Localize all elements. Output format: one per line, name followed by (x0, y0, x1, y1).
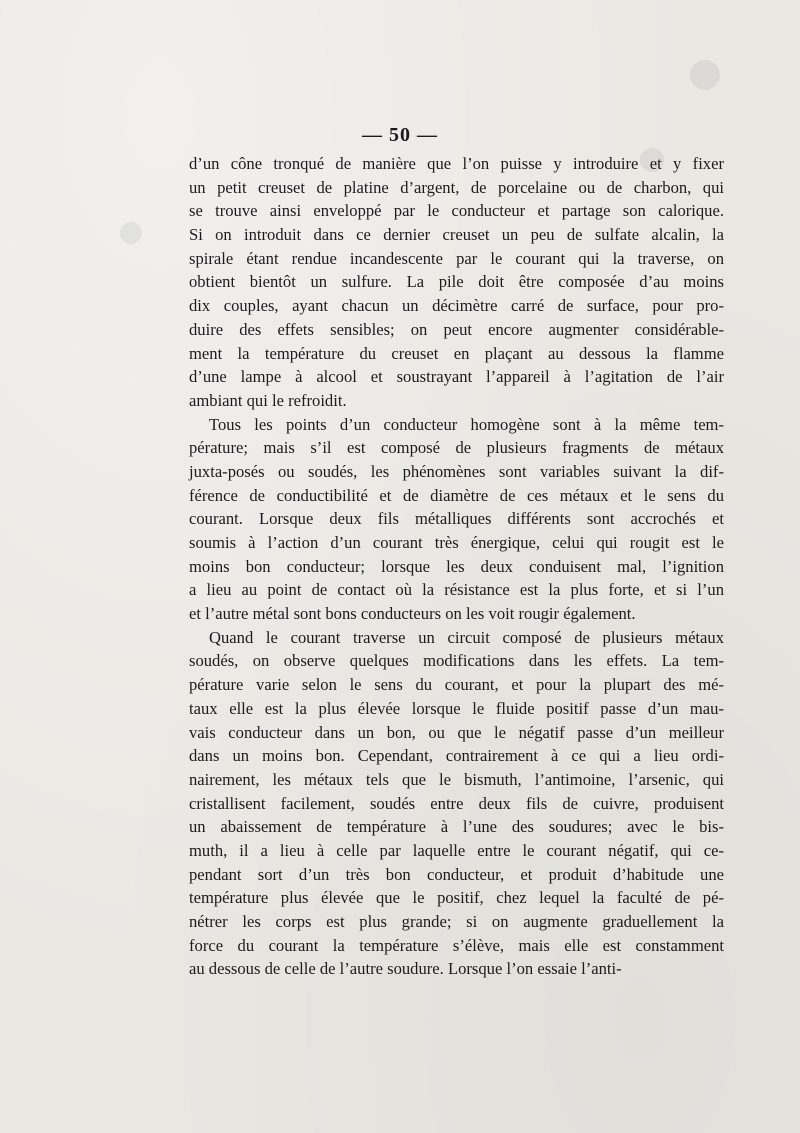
text-line: duire des effets sensibles; on peut encore augmenter considérable- (189, 319, 724, 339)
body-text (189, 152, 724, 981)
stain-mark (690, 60, 720, 90)
text-line: taux elle est la plus élevée lorsque le fluide positif passe d’un mau- (189, 698, 724, 718)
text-line: spirale étant rendue incandescente par le courant qui la traverse, on (189, 248, 724, 268)
text-line: force du courant la température s’élève, mais elle est constamment (189, 935, 724, 955)
text-line: et l’autre métal sont bons conducteurs on les voit rougir également. (189, 604, 636, 624)
text-line: ambiant qui le refroidit. (189, 390, 347, 410)
text-line: juxta-posés ou soudés, les phénomènes sont variables suivant la dif- (189, 461, 724, 481)
text-line: un abaissement de température à l’une des soudures; avec le bis- (189, 817, 724, 837)
text-line: nétrer les corps est plus grande; si on augmente graduellement la (189, 912, 724, 931)
text-line: Tous les points d’un conducteur homogène sont à la même tem- (209, 414, 724, 434)
text-line: vais conducteur dans un bon, ou que le négatif passe d’un meilleur (189, 722, 724, 742)
text-line: nairement, les métaux tels que le bismuth, l’antimoine, l’arsenic, qui (189, 769, 724, 789)
text-line: cristallisent facilement, soudés entre deux fils de cuivre, produisent (189, 793, 724, 813)
text-line: Quand le courant traverse un circuit composé de plusieurs métaux (209, 627, 724, 647)
text-line: férence de conductibilité et de diamètre de ces métaux et le sens du (189, 485, 724, 505)
text-line: obtient bientôt un sulfure. La pile doit être composée d’au moins (189, 272, 724, 292)
text-line: courant. Lorsque deux fils métalliques différents sont accrochés et (189, 509, 724, 529)
paragraph (189, 626, 724, 981)
text-line: soudés, on observe quelques modifications dans les effets. La tem- (189, 651, 724, 671)
text-line: a lieu au point de contact où la résistance est la plus forte, et si l’un (189, 580, 724, 600)
text-line: d’une lampe à alcool et soustrayant l’appareil à l’agitation de l’air (189, 367, 724, 387)
text-line: pérature varie selon le sens du courant, et pour la plupart des mé- (189, 675, 724, 695)
text-line: température plus élevée que le positif, chez lequel la faculté de pé- (189, 888, 724, 908)
stain-mark (120, 222, 142, 244)
text-line: au dessous de celle de l’autre soudure. Lorsque l’on essaie l’anti- (189, 959, 622, 979)
text-line: se trouve ainsi enveloppé par le conducteur et partage son calorique. (189, 201, 724, 221)
paragraph (189, 413, 724, 626)
text-line: d’un cône tronqué de manière que l’on puisse y introduire et y fixer (189, 154, 724, 173)
text-line: moins bon conducteur; lorsque les deux conduisent mal, l’ignition (189, 556, 724, 576)
text-line: soumis à l’action d’un courant très énergique, celui qui rougit est le (189, 533, 724, 552)
text-line: Si on introduit dans ce dernier creuset un peu de sulfate alcalin, la (189, 225, 724, 245)
text-line: muth, il a lieu à celle par laquelle entre le courant négatif, qui ce- (189, 840, 724, 860)
text-line: un petit creuset de platine d’argent, de porcelaine ou de charbon, qui (189, 177, 724, 197)
paragraph (189, 152, 724, 413)
text-line: pérature; mais s’il est composé de plusieurs fragments de métaux (189, 438, 724, 458)
page-number: — 50 — (362, 124, 438, 146)
text-line: dans un moins bon. Cependant, contrairement à ce qui a lieu ordi- (189, 746, 724, 766)
text-line: ment la température du creuset en plaçant au dessous la flamme (189, 343, 724, 363)
text-line: dix couples, ayant chacun un décimètre carré de surface, pour pro- (189, 296, 724, 316)
text-line: pendant sort d’un très bon conducteur, et produit d’habitude une (189, 864, 724, 884)
